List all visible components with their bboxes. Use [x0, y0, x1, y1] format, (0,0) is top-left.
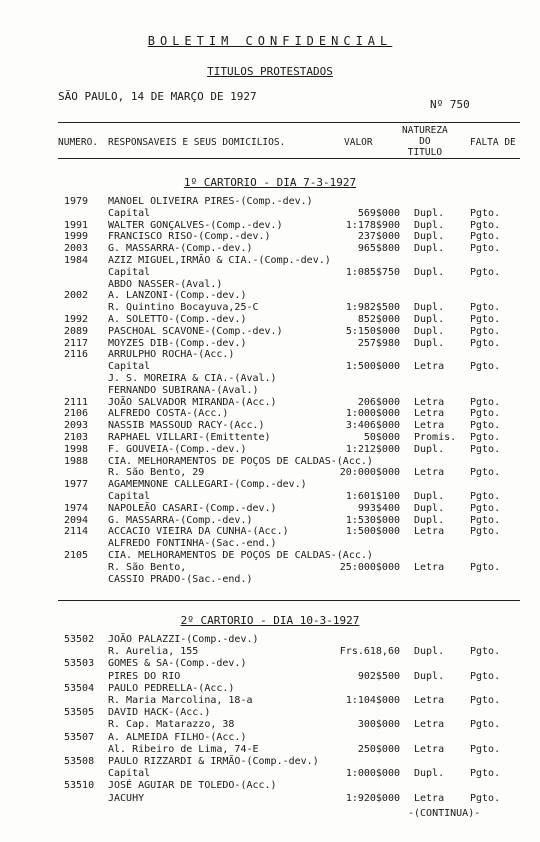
entry-nature: Letra — [414, 408, 445, 420]
entry-number: 2103 — [64, 432, 89, 443]
entry-reason: Pgto. — [470, 219, 501, 231]
table-row — [0, 361, 540, 373]
table-row — [0, 279, 540, 291]
entry-name: PAULO RIZZARDI & IRMÃO-(Comp.-dev.) — [108, 756, 319, 767]
section-rule — [58, 600, 520, 601]
table-row — [0, 243, 540, 255]
entry-name: WALTER GONÇALVES-(Comp.-dev.) — [108, 219, 283, 231]
entry-value: 902$500 — [357, 670, 400, 682]
entry-name: PIRES DO RIO — [108, 670, 181, 682]
entry-nature: Dupl. — [414, 243, 445, 255]
entry-reason: Pgto. — [470, 502, 501, 514]
entry-name: R. Quintino Bocayuva,25-C — [108, 302, 259, 314]
entry-value: 257$980 — [357, 337, 400, 349]
entry-nature: Dupl. — [414, 207, 445, 219]
entry-value: 1:920$000 — [345, 792, 400, 804]
entry-name: MOYZES DIB-(Comp.-dev.) — [108, 337, 247, 349]
entry-name: JOÃO PALAZZI-(Comp.-dev.) — [108, 634, 259, 645]
entry-name: FERNANDO SUBIRANA-(Aval.) — [108, 384, 259, 396]
entry-number: 2093 — [64, 420, 89, 432]
bulletin-title: BOLETIM CONFIDENCIAL — [147, 34, 393, 48]
entry-number: 2094 — [64, 514, 89, 526]
entry-value: 5:150$000 — [345, 325, 400, 337]
entry-nature: Dupl. — [414, 646, 445, 658]
entry-value: 1:530$000 — [345, 514, 400, 526]
table-row — [0, 526, 540, 538]
entry-name: JOÃO SALVADOR MIRANDA-(Acc.) — [108, 396, 277, 408]
entry-name: FRANCISCO RISO-(Comp.-dev.) — [108, 231, 271, 243]
entry-nature: Letra — [414, 695, 445, 706]
table-row — [0, 408, 540, 420]
table-row — [0, 491, 540, 503]
entry-nature: Dupl. — [414, 219, 445, 231]
entry-nature: Dupl. — [414, 768, 445, 780]
entry-name: J. S. MOREIRA & CIA.-(Aval.) — [108, 373, 277, 384]
table-row — [0, 314, 540, 326]
entry-number: 1991 — [64, 219, 89, 231]
entry-nature: Dupl. — [414, 325, 445, 337]
table-row — [0, 683, 540, 695]
table-row — [0, 349, 540, 361]
entry-value: 50$000 — [363, 432, 400, 443]
entry-reason: Pgto. — [470, 670, 501, 682]
entry-name: A. LANZONI-(Comp.-dev.) — [108, 290, 247, 302]
entry-value: 965$800 — [357, 243, 400, 255]
entry-nature: Dupl. — [414, 514, 445, 526]
entry-reason: Pgto. — [470, 695, 501, 706]
entry-nature: Dupl. — [414, 491, 445, 502]
entry-number: 53508 — [64, 756, 95, 767]
table-row — [0, 793, 540, 805]
entry-value: 1:085$750 — [345, 266, 400, 278]
entry-reason: Pgto. — [470, 743, 501, 755]
entry-reason: Pgto. — [470, 646, 501, 658]
entry-reason: Pgto. — [470, 526, 501, 538]
table-row — [0, 695, 540, 707]
table-row — [0, 538, 540, 550]
entry-reason: Pgto. — [470, 408, 501, 420]
bulletin-number: Nº 750 — [430, 98, 470, 111]
entry-name: ARRULPHO ROCHA-(Acc.) — [108, 349, 235, 361]
entry-number: 53507 — [64, 731, 95, 743]
entry-name: AGAMEMNONE CALLEGARI-(Comp.-dev.) — [108, 479, 307, 491]
table-row — [0, 756, 540, 768]
entry-name: PAULO PEDRELLA-(Acc.) — [108, 682, 235, 694]
entry-name: Capital — [108, 361, 151, 373]
entry-nature: Letra — [414, 420, 445, 432]
col-numero: NUMERO. — [58, 137, 99, 148]
entry-value: 569$000 — [357, 207, 400, 219]
table-row — [0, 338, 540, 350]
entry-reason: Pgto. — [470, 719, 501, 731]
entry-number: 1992 — [64, 314, 89, 325]
table-row — [0, 231, 540, 243]
continua-note: -(CONTINUA)- — [408, 808, 481, 819]
table-row — [0, 562, 540, 574]
table-row — [0, 515, 540, 527]
entry-number: 2002 — [64, 290, 89, 302]
entry-reason: Pgto. — [470, 361, 501, 373]
entry-name: G. MASSARRA-(Comp.-dev.) — [108, 243, 253, 255]
entry-value: 993$400 — [357, 502, 400, 514]
entry-number: 2106 — [64, 408, 89, 420]
entry-nature: Dupl. — [414, 314, 445, 325]
table-row — [0, 634, 540, 646]
entry-name: AZIZ MIGUEL,IRMÃO & CIA.-(Comp.-dev.) — [108, 255, 331, 266]
table-row — [0, 574, 540, 586]
table-row — [0, 550, 540, 562]
col-natureza: NATUREZA DO TITULO — [402, 125, 448, 158]
entry-value: 1:601$100 — [345, 491, 400, 502]
entry-number: 53503 — [64, 658, 95, 670]
entry-reason: Pgto. — [470, 207, 501, 219]
table-row — [0, 385, 540, 397]
entry-nature: Dupl. — [414, 502, 445, 514]
entry-nature: Letra — [414, 526, 445, 538]
entry-reason: Pgto. — [470, 243, 501, 255]
entry-reason: Pgto. — [470, 396, 501, 408]
entry-number: 1979 — [64, 196, 89, 207]
section-2-title: 2º CARTORIO - DIA 10-3-1927 — [180, 614, 360, 627]
entry-name: ABDO NASSER-(Aval.) — [108, 278, 223, 290]
table-row — [0, 290, 540, 302]
entry-value: 1:000$000 — [345, 408, 400, 420]
entry-reason: Pgto. — [470, 231, 501, 243]
entry-name: ALFREDO FONTINHA-(Sac.-end.) — [108, 538, 277, 550]
entry-name: JOSÉ AGUIAR DE TOLEDO-(Acc.) — [108, 780, 277, 792]
table-row — [0, 467, 540, 479]
table-row — [0, 646, 540, 658]
entry-reason: Pgto. — [470, 302, 501, 314]
entry-name: R. São Bento, 29 — [108, 467, 205, 479]
entry-name: R. Aurelia, 155 — [108, 646, 199, 658]
entry-value: 25:000$000 — [339, 561, 400, 573]
entry-reason: Pgto. — [470, 266, 501, 278]
bulletin-subtitle: TITULOS PROTESTADOS — [207, 65, 333, 78]
entry-value: 1:000$000 — [345, 768, 400, 780]
entry-name: MANOEL OLIVEIRA PIRES-(Comp.-dev.) — [108, 196, 313, 207]
table-row — [0, 744, 540, 756]
entry-nature: Letra — [414, 743, 445, 755]
header-rule — [58, 158, 520, 159]
entry-number: 2114 — [64, 526, 89, 538]
entry-number: 1974 — [64, 502, 89, 514]
entry-nature: Dupl. — [414, 266, 445, 278]
entry-reason: Pgto. — [470, 443, 501, 455]
entry-name: A. SOLETTO-(Comp.-dev.) — [108, 314, 247, 325]
entry-name: G. MASSARRA-(Comp.-dev.) — [108, 514, 253, 526]
col-falta: FALTA DE — [470, 137, 516, 148]
entry-reason: Pgto. — [470, 491, 501, 502]
entry-name: NAPOLEÃO CASARI-(Comp.-dev.) — [108, 502, 277, 514]
entry-nature: Dupl. — [414, 337, 445, 349]
entry-reason: Pgto. — [470, 514, 501, 526]
table-row — [0, 707, 540, 719]
entry-value: 852$000 — [357, 314, 400, 325]
table-row — [0, 768, 540, 780]
entry-name: RAPHAEL VILLARI-(Emittente) — [108, 432, 271, 443]
entry-nature: Letra — [414, 396, 445, 408]
entry-nature: Letra — [414, 719, 445, 731]
bulletin-date: SÃO PAULO, 14 DE MARÇO DE 1927 — [58, 90, 257, 103]
entry-value: 1:982$500 — [345, 302, 400, 314]
entry-number: 53504 — [64, 682, 95, 694]
entry-nature: Letra — [414, 361, 445, 373]
entry-name: CASSIO PRADO-(Sac.-end.) — [108, 573, 253, 585]
entry-name: ALFREDO COSTA-(Acc.) — [108, 408, 229, 420]
table-row — [0, 658, 540, 670]
top-rule — [58, 122, 520, 123]
entry-nature: Letra — [414, 467, 445, 479]
entry-name: R. Maria Marcolina, 18-a — [108, 695, 253, 706]
entry-number: 53502 — [64, 634, 95, 645]
table-row — [0, 267, 540, 279]
entry-reason: Pgto. — [470, 768, 501, 780]
table-row — [0, 373, 540, 385]
table-row — [0, 503, 540, 515]
entry-number: 1984 — [64, 255, 89, 266]
entry-number: 1999 — [64, 231, 89, 243]
entry-number: 1998 — [64, 443, 89, 455]
entry-name: CIA. MELHORAMENTOS DE POÇOS DE CALDAS-(Acc.) — [108, 455, 373, 467]
table-row — [0, 479, 540, 491]
entry-number: 53505 — [64, 707, 95, 719]
table-row — [0, 302, 540, 314]
entry-name: NASSIB MASSOUD RACY-(Acc.) — [108, 420, 265, 432]
table-row — [0, 397, 540, 409]
entry-number: 1977 — [64, 479, 89, 491]
table-row — [0, 456, 540, 468]
entry-number: 1988 — [64, 455, 89, 467]
entry-reason: Pgto. — [470, 314, 501, 325]
entry-number: 2089 — [64, 325, 89, 337]
section-1-title: 1º CARTORIO - DIA 7-3-1927 — [183, 176, 357, 189]
entry-value: 250$000 — [357, 743, 400, 755]
entry-reason: Pgto. — [470, 467, 501, 479]
table-row — [0, 196, 540, 208]
entry-reason: Pgto. — [470, 325, 501, 337]
table-row — [0, 208, 540, 220]
entry-value: 1:178$900 — [345, 219, 400, 231]
entry-number: 2003 — [64, 243, 89, 255]
table-row — [0, 671, 540, 683]
entry-nature: Promis. — [414, 432, 457, 443]
entry-nature: Dupl. — [414, 670, 445, 682]
table-row — [0, 719, 540, 731]
table-row — [0, 432, 540, 444]
table-row — [0, 444, 540, 456]
entry-name: Capital — [108, 207, 151, 219]
entry-number: 2111 — [64, 396, 89, 408]
entry-value: 237$000 — [357, 231, 400, 243]
entry-name: ACCACIO VIEIRA DA CUNHA-(Acc.) — [108, 526, 289, 538]
entry-value: 1:104$000 — [345, 695, 400, 706]
table-row — [0, 255, 540, 267]
entry-name: GOMES & SA-(Comp.-dev.) — [108, 658, 247, 670]
entry-name: JACUHY — [108, 792, 145, 804]
entry-number: 2105 — [64, 550, 89, 561]
entry-reason: Pgto. — [470, 420, 501, 432]
entry-name: R. Cap. Matarazzo, 38 — [108, 719, 235, 731]
entry-name: F. GOUVEIA-(Comp.-dev.) — [108, 443, 247, 455]
entry-name: PASCHOAL SCAVONE-(Comp.-dev.) — [108, 325, 283, 337]
entry-value: 300$000 — [357, 719, 400, 731]
entry-name: Al. Ribeiro de Lima, 74-E — [108, 743, 259, 755]
entry-name: Capital — [108, 266, 151, 278]
entry-name: DAVID HACK-(Acc.) — [108, 707, 211, 719]
table-row — [0, 732, 540, 744]
col-valor: VALOR — [344, 137, 373, 148]
entry-reason: Pgto. — [470, 337, 501, 349]
table-row — [0, 780, 540, 792]
entry-nature: Dupl. — [414, 231, 445, 243]
entry-name: Capital — [108, 491, 151, 502]
table-row — [0, 420, 540, 432]
entry-value: 206$000 — [357, 396, 400, 408]
entry-name: CIA. MELHORAMENTOS DE POÇOS DE CALDAS-(Acc.) — [108, 550, 373, 561]
table-row — [0, 220, 540, 232]
entry-reason: Pgto. — [470, 561, 501, 573]
entry-nature: Letra — [414, 561, 445, 573]
entry-name: A. ALMEIDA FILHO-(Acc.) — [108, 731, 247, 743]
entry-value: 20:000$000 — [339, 467, 400, 479]
entry-value: 3:406$000 — [345, 420, 400, 432]
entry-reason: Pgto. — [470, 792, 501, 804]
entry-value: 1:500$000 — [345, 361, 400, 373]
entry-name: R. São Bento, — [108, 561, 187, 573]
entry-nature: Dupl. — [414, 302, 445, 314]
entry-reason: Pgto. — [470, 432, 501, 443]
entry-value: Frs.618,60 — [339, 646, 400, 658]
entry-number: 53510 — [64, 780, 95, 792]
entry-name: Capital — [108, 768, 151, 780]
entry-nature: Letra — [414, 792, 445, 804]
table-row — [0, 326, 540, 338]
entry-nature: Dupl. — [414, 443, 445, 455]
entry-value: 1:212$000 — [345, 443, 400, 455]
entry-number: 2117 — [64, 337, 89, 349]
entry-value: 1:500$000 — [345, 526, 400, 538]
entry-number: 2116 — [64, 349, 89, 361]
col-responsaveis: RESPONSAVEIS E SEUS DOMICILIOS. — [108, 137, 286, 148]
